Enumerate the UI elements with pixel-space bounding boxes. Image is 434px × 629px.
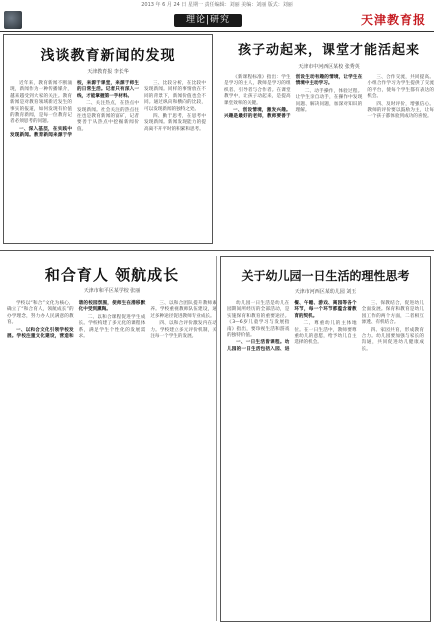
paragraph: 学校以“和合”文化为核心，确立了“和合育人，领航成长”的办学理念，努力办人民满意的教育。 (7, 301, 74, 326)
paragraph: 近年来，教育新闻不断涌现，新闻作为一种传播媒介，越来越受到大家的关注。教育新闻是对教育领域新近发生的事实的报道，如何发现有价值的教育新闻，是每一位教育记者必须思考的问题。 (10, 81, 72, 125)
paragraph: 二、关注热点，在热点中发现新闻。社会关注的热点往往也是教育新闻的富矿，记者要善于从热点中挖掘新闻价值。 (77, 101, 139, 132)
article-4-body (227, 301, 424, 353)
page-header (0, 9, 434, 32)
paragraph: 一、深入基层，在实践中发现新闻。教育新闻来源于学校，来源于课堂，来源于师生的日常生活。记者只有深入一线，才能掌握第一手材料。 (10, 81, 139, 139)
article-2-title: 孩子动起来，课堂才能活起来 (237, 43, 420, 58)
article-2 (220, 34, 434, 252)
article-3-byline: 天津市和平区某学校 张丽 (83, 288, 141, 294)
paragraph: 三、合作交流，共同提高。小组合作学习为学生提供了交流的平台，使每个学生都有表达的机会。 (367, 75, 434, 100)
article-4-title: 关于幼儿园一日生活的理性思考 (241, 269, 410, 283)
paragraph: 三、比较分析，在比较中发现新闻。同样的事情放在不同的背景下，新闻价值也会不同。通过纵向和横向的比较，可以发现新闻的独特之处。 (144, 81, 206, 112)
article-1-byline: 天津教育报 李长华 (87, 69, 129, 75)
article-3 (3, 256, 221, 629)
article-2-body (224, 75, 434, 121)
paragraph: 三、以和合团队提升教师素养。学校重视教师队伍建设，通过多种途径促进教师专业成长。 (150, 301, 217, 319)
paragraph: 二、以和合课程促进学生成长。学校构建了多元化的课程体系，满足学生个性化的发展需求。 (78, 314, 146, 340)
paragraph: 三、保教结合，促进幼儿全面发展。保育和教育是幼儿园工作的两个方面，二者相互渗透、有机结合。 (361, 301, 424, 326)
section-title: 理论|研究 (174, 14, 242, 27)
page-meta: 2013 年 6 月 24 日 星期一 责任编辑：刘丽 美编：刘丽 版式：刘丽 (141, 2, 293, 8)
paragraph: 四、家园共育，形成教育合力。幼儿园要加强与家长的沟通，共同促进幼儿健康成长。 (361, 327, 424, 352)
article-4 (220, 256, 431, 622)
article-4-byline: 天津市河西区某幼儿园 刘玉 (294, 289, 357, 295)
paragraph: 二、尊重幼儿的主体地位。在一日生活中，教师要尊重幼儿的意愿，给予幼儿自主选择的机会。 (294, 321, 357, 346)
article-1-title: 浅谈教育新闻的发现 (40, 48, 176, 64)
article-3-title: 和合育人 领航成长 (44, 266, 180, 284)
paragraph: 《新课程标准》指出：学生是学习的主人，教师是学习的组织者、引导者与合作者。在课堂教学中，让孩子动起来，是提高课堂效率的关键。 (224, 75, 291, 106)
article-3-body (7, 301, 217, 341)
paragraph: 四、勤于思考，在思考中发现新闻。新闻发现能力的提高离不开平时的积累和思考。 (144, 114, 206, 132)
paragraph: 四、及时评价，增强信心。教师的评价要以鼓励为主，让每一个孩子都体验到成功的喜悦。 (367, 101, 434, 120)
paragraph: 一、创设情境，激发兴趣。兴趣是最好的老师，教师要善于创设生动有趣的情境，让学生在情境中主动学习。 (224, 75, 363, 120)
column-divider (216, 256, 217, 621)
article-2-byline: 天津市中河西区某校 张秀英 (298, 64, 360, 70)
newspaper-logo-icon (4, 11, 22, 29)
paragraph: 一、一日生活皆课程。幼儿园的一日生活包括入园、进餐、午睡、游戏、离园等各个环节，每一个环节都蕴含着教育的契机。 (227, 301, 357, 352)
masthead: 天津教育报 (360, 13, 426, 27)
paragraph: 四、以和合评价激发内在动力。学校建立多元评价机制，关注每一个学生的发展。 (150, 321, 217, 340)
paragraph: 一、以和合文化引领学校发展。学校注重文化建设，营造和谐的校园氛围，使师生在潜移默化中受到熏陶。 (7, 301, 146, 340)
article-1-body (10, 81, 206, 140)
section-divider (0, 250, 434, 251)
paragraph: 幼儿园一日生活是幼儿在园期间所经历的全部活动，是实施保育和教育的重要途径。《3—6岁儿童学习与发展指南》指出，要珍视生活和游戏的独特价值。 (227, 301, 290, 339)
article-1 (3, 34, 213, 244)
paragraph: 二、动手操作，体验过程。让学生亲自动手，在操作中发现问题、解决问题，加深对知识的理解。 (295, 88, 363, 114)
